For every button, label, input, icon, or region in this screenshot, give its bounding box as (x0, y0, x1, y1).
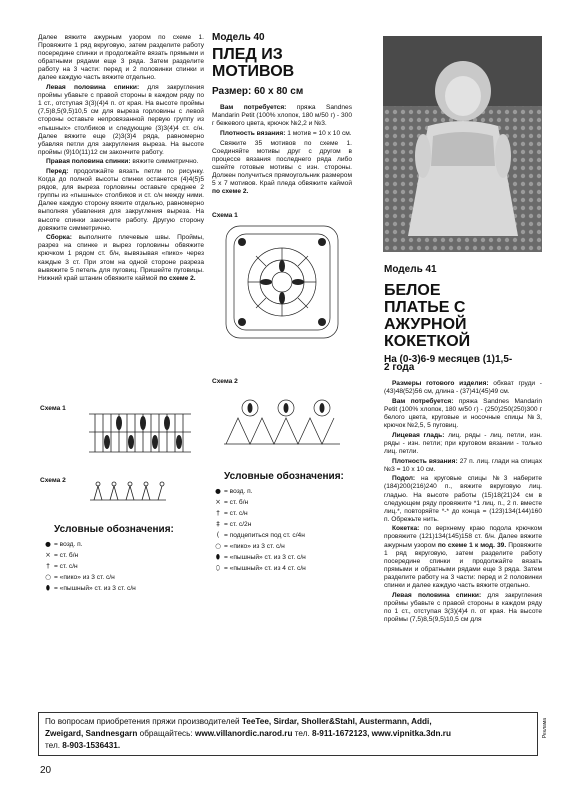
model-label: Модель 41 (384, 264, 437, 275)
legend-item: ● = возд. п. (42, 539, 212, 550)
text: по схеме 2. (159, 274, 196, 282)
paragraph: Плотность вязания: 1 мотив = 10 х 10 см. (220, 129, 352, 137)
puff-stitch-3-icon: ⬮ (215, 553, 221, 561)
footer-line: Zweigard, Sandnesgarn обращайтесь: www.villanordic.narod.ru тел. 8-911-1672123, www.vipnitka.3dn.ru (45, 729, 451, 738)
footer-line: По вопросам приобретения пряжи производителей TeeTee, Sirdar, Sholler&Stahl, Austermann, Addi, (45, 717, 432, 726)
double-crochet-icon: † (46, 562, 50, 570)
puff-stitch-4-icon: ⬯ (215, 564, 221, 572)
legend-item: † = ст. с/н (212, 508, 382, 519)
paragraph: Свяжите 35 мотивов по схеме 1. Соединяйте мотивы друг с другом в процессе вязания последнего ряда либо сшейте готовые мотивы с изн. стороны. Должен получиться прямоугольник размером 5 х 7 мотивов. Край пледа обвяжите каймой по схеме 2. (212, 139, 352, 196)
footer-ad-box (38, 712, 538, 756)
legend-title: Условные обозначения: (54, 524, 174, 535)
chain-icon: ● (215, 487, 221, 495)
paragraph: Плотность вязания: 27 п. лиц. глади на спицах №3 = 10 х 10 см. (384, 457, 542, 473)
column-middle (212, 34, 352, 198)
legend-item: ○ = «пико» из 3 ст. с/н (42, 572, 212, 583)
legend-middle (212, 472, 382, 574)
scheme2-diagram (88, 480, 168, 504)
legend-item: ○ = «пико» из 3 ст. с/н (212, 541, 382, 552)
single-crochet-icon: × (45, 551, 51, 559)
picot-icon: ○ (215, 542, 221, 550)
border-diagram (222, 388, 342, 448)
legend-item: ⬮ = «пышный» ст. из 3 ст. с/н (42, 583, 212, 594)
ad-label: Реклама (542, 718, 548, 739)
scheme2-label: Схема 2 (40, 477, 66, 484)
heading: Сборка: (46, 234, 72, 242)
text: Далее вяжите ажурным узором по схеме 1. Провяжите 1 ряд вкруговую, затем разделите работу посередине спинки и продолжайте вязать прямыми и обратными рядами еще 3 ряда. Затем разделите работу на 3 части: перед и 2 половинки спинки и далее каждую часть вяжите отдельно. (38, 34, 204, 82)
age-label: На (0-3)6-9 месяцев (1)1,5-2 года (384, 354, 513, 374)
double-crochet-icon: † (216, 509, 220, 517)
heading: Правая половина спинки: (46, 158, 131, 166)
legend-item: × = ст. б/н (212, 497, 382, 508)
heading: Левая половина спинки: (46, 84, 140, 92)
puff-stitch-icon: ⬮ (45, 584, 51, 592)
paragraph (38, 158, 204, 166)
hook-under-icon: ( (216, 531, 220, 539)
text: для закругления проймы убавьте с правой стороны в каждом ряду по 1 ст., отступая 3(3)(4)4 п. от края. На высоте проймы (7,5)8,5(9,5)10,5 см для выреза горловины с левой стороны оставьте непровязанной первую группу из «пышных» столбиков и следующие (3)3(4)4 ст. с/н. Далее вяжите еще (2)3(3)4 ряда, равномерно убавляя петли для закругления выреза. На высоте проймы (9)10(11)12 см закончите работу. (38, 84, 204, 156)
column-left (38, 34, 204, 284)
footer-line: тел. 8-903-1536431. (45, 741, 121, 750)
paragraph (38, 84, 204, 157)
paragraph (38, 234, 204, 283)
paragraph (38, 168, 204, 233)
paragraph: Размеры готового изделия: обхват груди - (43)48(52)56 см, длина - (37)41(45)49 см. (384, 380, 542, 396)
chain-icon: ● (45, 540, 51, 548)
single-crochet-icon: × (215, 498, 221, 506)
paragraph: Лицевая гладь: лиц. ряды - лиц. петли, изн. ряды - изн. петли; при круговом вязании - только лиц. петли. (384, 431, 543, 456)
motif-scheme2-label: Схема 2 (212, 378, 238, 385)
model-title: БЕЛОЕ ПЛАТЬЕ С АЖУРНОЙ КОКЕТКОЙ (384, 282, 471, 351)
page-number: 20 (40, 765, 52, 776)
legend-item: ‡ = ст. с/2н (212, 519, 382, 530)
scheme1-diagram (85, 408, 195, 456)
column-right (384, 266, 542, 626)
baby-dress-photo (383, 36, 542, 252)
legend-item: ⬯ = «пышный» ст. из 4 ст. с/н (212, 563, 382, 574)
motif-scheme1-label: Схема 1 (212, 212, 238, 219)
paragraph: Вам потребуется: пряжа Sandnes Mandarin Petit (100% хлопок, 180 м/50 г) - (250)250(250)300 г белого цвета, круговые и носочные спицы №3, крючок №2,5, 5 пуговиц. (384, 397, 543, 430)
paragraph: Подол: на круговые спицы №3 наберите (184)200(216)240 п., вяжите вкруговую лиц. гладью. На высоте работы (15)18(21)24 см в следующем ряду провяжите *1 лиц. п., 2 п. вместе лиц.*, повторяйте *-* до конца = (123)134(144)160 п. Обрежьте нить. (384, 475, 542, 523)
legend-title: Условные обозначения: (224, 471, 344, 482)
legend-item: ⬮ = «пышный» ст. из 3 ст. с/н (212, 552, 382, 563)
paragraph: Вам потребуется: пряжа Sandnes Mandarin Petit (100% хлопок, 180 м/50 г) - 300 г бежевого цвета, крючок №2,2 и №3. (212, 104, 352, 128)
text: выполните плечевые швы. Проймы, разрез на спинке и вырез горловины обвяжите крючком 1 рядом ст. б/н, вывязывая «пико» через каждые 3 ст. При этом на одной стороне разреза вывяжите 5 петель для пуговиц. Пришейте пуговицы. Нижний край штанин обвяжите каймой (38, 234, 204, 282)
legend-item: ● = возд. п. (212, 486, 382, 497)
legend-item: × = ст. б/н (42, 550, 212, 561)
text: вяжите симметрично. (130, 158, 199, 166)
picot-icon: ○ (45, 573, 51, 581)
paragraph (38, 34, 204, 83)
paragraph: Кокетка: по верхнему краю подола крючком провяжите (121)134(145)158 ст. б/н. Далее вяжите ажурным узором по схеме 1 к мод. 39. Провяжите 1 ряд вкруговую, затем разделите работу посередине спинки и продолжайте вязать прямыми и обратными рядами еще 3 ряда. Затем разделите работу на 3 части: перед и 2 половинки спинки и далее каждую часть вяжите отдельно. (384, 525, 542, 590)
photo-illustration (383, 36, 542, 252)
treble-crochet-icon: ‡ (216, 520, 220, 528)
paragraph: Левая половина спинки: для закругления проймы убавьте с правой стороны в каждом ряду по 1 ст., отступая 3(3)(4)4 п. от края. На высоте проймы (7,5)8,5(9,5)10,5 см для (384, 591, 542, 623)
model-label: Модель 40 (212, 32, 265, 43)
text: продолжайте вязать петли по рисунку. Когда до полной высоты спинки останется (4)4(5)5 рядов, для выреза горловины оставьте среднее 2 группы из «пышных» столбиков и ст. с/н между ними. Далее каждую сторону вяжите отдельно, равномерно выполняя убавления для закругления выреза. На высоте спинки закончите работу. Другую сторону довяжите симметрично. (38, 168, 204, 232)
model-title: ПЛЕД ИЗ МОТИВОВ (212, 46, 295, 81)
motif-diagram (222, 222, 342, 342)
legend-left (42, 525, 212, 594)
size-label: Размер: 60 х 80 см (212, 86, 304, 98)
website-link[interactable]: www.villanordic.narod.ru (194, 729, 293, 738)
scheme1-label: Схема 1 (40, 405, 66, 412)
legend-item: † = ст. с/н (42, 561, 212, 572)
legend-item: ( = подцепиться под ст. с/4н (212, 530, 382, 541)
heading: Перед: (46, 168, 69, 175)
